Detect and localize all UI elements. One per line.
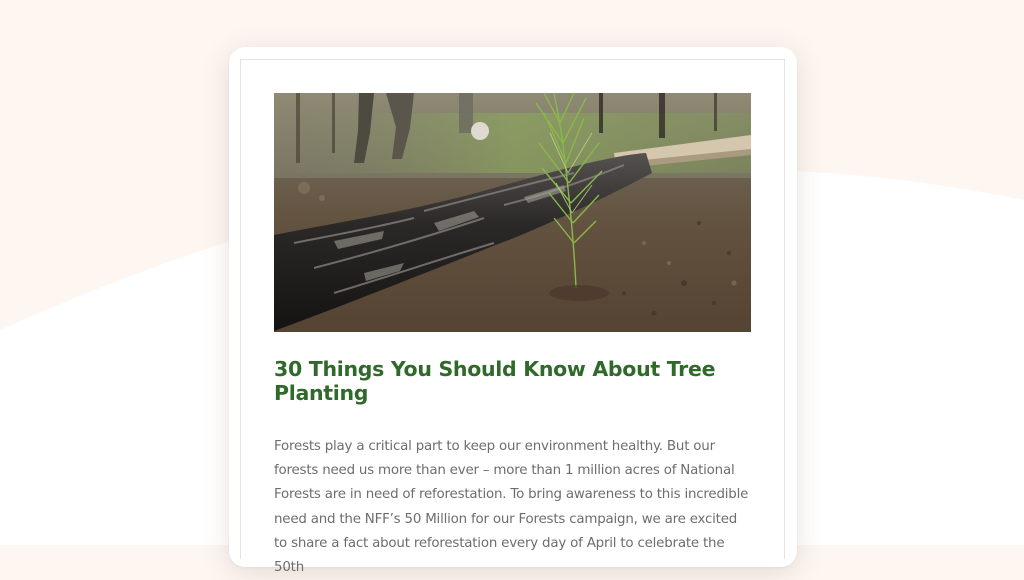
article-excerpt: Forests play a critical part to keep our environment healthy. But our forests need us more than ever – more than 1 million acres of National Forests are in need of reforestation. To bring awareness to this incredible need and the NFF’s 50 Million for our Forests campaign, we are excited to share a fact about reforestation every day of April to celebrate the 50th: [274, 439, 749, 576]
seedling-photo: [274, 93, 751, 332]
article-title[interactable]: 30 Things You Should Know About Tree Planting: [274, 357, 716, 405]
article-hero-image[interactable]: [274, 93, 751, 332]
article-card[interactable]: [240, 59, 785, 576]
